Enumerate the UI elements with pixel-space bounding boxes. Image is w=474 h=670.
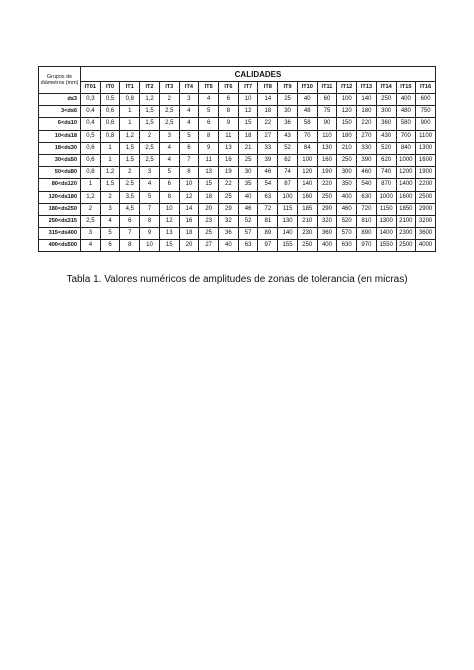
tolerance-value-cell: 360 (317, 228, 337, 240)
tolerance-value-cell: 40 (238, 191, 258, 203)
tolerance-value-cell: 0,5 (81, 130, 101, 142)
diameter-range-cell: 315<d≤400 (39, 228, 81, 240)
tolerance-value-cell: 390 (357, 154, 377, 166)
tolerance-value-cell: 520 (376, 142, 396, 154)
tolerance-value-cell: 1,5 (140, 118, 160, 130)
tolerance-value-cell: 1,5 (140, 106, 160, 118)
tolerance-value-cell: 210 (337, 142, 357, 154)
tolerance-value-cell: 540 (357, 179, 377, 191)
tolerance-value-cell: 2,5 (81, 215, 101, 227)
tolerance-value-cell: 600 (416, 94, 436, 106)
tolerance-value-cell: 4 (199, 94, 219, 106)
it-grade-header: IT0 (100, 82, 120, 94)
table-row (39, 167, 436, 179)
tolerance-value-cell: 30 (238, 167, 258, 179)
table-row (39, 191, 436, 203)
tolerance-value-cell: 120 (337, 106, 357, 118)
tolerance-value-cell: 35 (238, 179, 258, 191)
tolerance-value-cell: 2,5 (120, 179, 140, 191)
tolerance-value-cell: 12 (238, 106, 258, 118)
tolerance-value-cell: 4 (179, 106, 199, 118)
tolerance-value-cell: 140 (278, 228, 298, 240)
tolerance-value-cell: 180 (357, 106, 377, 118)
it-grade-header: IT9 (278, 82, 298, 94)
tolerance-value-cell: 230 (297, 228, 317, 240)
tolerance-value-cell: 1600 (396, 191, 416, 203)
tolerance-value-cell: 4,5 (120, 203, 140, 215)
tolerance-value-cell: 140 (357, 94, 377, 106)
tolerance-value-cell: 33 (258, 142, 278, 154)
tolerance-value-cell: 480 (396, 106, 416, 118)
tolerance-value-cell: 1600 (416, 154, 436, 166)
tolerance-value-cell: 75 (317, 106, 337, 118)
tolerance-value-cell: 620 (376, 154, 396, 166)
tolerance-value-cell: 72 (258, 203, 278, 215)
tolerance-value-cell: 25 (199, 228, 219, 240)
it-grade-header: IT2 (140, 82, 160, 94)
table-row (39, 118, 436, 130)
tolerance-value-cell: 2,5 (159, 106, 179, 118)
tolerance-value-cell: 63 (238, 240, 258, 252)
tolerance-value-cell: 2 (159, 94, 179, 106)
tolerance-value-cell: 270 (357, 130, 377, 142)
tolerance-value-cell: 40 (219, 240, 239, 252)
tolerance-value-cell: 970 (357, 240, 377, 252)
tolerance-value-cell: 115 (278, 203, 298, 215)
tolerance-value-cell: 1 (120, 118, 140, 130)
table-row (39, 94, 436, 106)
tolerance-value-cell: 0,4 (81, 118, 101, 130)
table-row (39, 228, 436, 240)
table-caption: Tabla 1. Valores numéricos de amplitudes de zonas de tolerancia (en micras) (66, 274, 408, 285)
tolerance-value-cell: 32 (219, 215, 239, 227)
table-header-row (39, 67, 436, 82)
tolerance-value-cell: 1,2 (140, 94, 160, 106)
tolerance-value-cell: 185 (297, 203, 317, 215)
tolerance-value-cell: 630 (337, 240, 357, 252)
diameter-range-cell: 6<d≤10 (39, 118, 81, 130)
table-row (39, 240, 436, 252)
tolerance-value-cell: 58 (297, 118, 317, 130)
table-row (39, 142, 436, 154)
tolerance-value-cell: 9 (219, 118, 239, 130)
tolerance-value-cell: 400 (396, 94, 416, 106)
it-grade-header: IT14 (376, 82, 396, 94)
tolerance-value-cell: 14 (179, 203, 199, 215)
tolerance-value-cell: 2 (81, 203, 101, 215)
it-grade-header: IT8 (258, 82, 278, 94)
diameter-range-cell: 3<d≤6 (39, 106, 81, 118)
tolerance-value-cell: 2500 (416, 191, 436, 203)
tolerance-value-cell: 900 (416, 118, 436, 130)
tolerance-value-cell: 10 (238, 94, 258, 106)
diameter-range-cell: 18<d≤30 (39, 142, 81, 154)
tolerance-value-cell: 15 (238, 118, 258, 130)
tolerance-value-cell: 8 (179, 167, 199, 179)
tolerance-value-cell: 1850 (396, 203, 416, 215)
tolerance-value-cell: 220 (317, 179, 337, 191)
tolerance-value-cell: 18 (238, 130, 258, 142)
tolerance-value-cell: 12 (179, 191, 199, 203)
tolerance-value-cell: 3200 (416, 215, 436, 227)
tolerance-value-cell: 320 (317, 215, 337, 227)
diameter-range-cell: 250<d≤315 (39, 215, 81, 227)
tolerance-value-cell: 300 (376, 106, 396, 118)
tolerance-value-cell: 62 (278, 154, 298, 166)
tolerance-value-cell: 0,5 (100, 94, 120, 106)
tolerance-value-cell: 1400 (396, 179, 416, 191)
table-row (39, 203, 436, 215)
tolerance-value-cell: 430 (376, 130, 396, 142)
tolerance-value-cell: 580 (396, 118, 416, 130)
tolerance-value-cell: 25 (278, 94, 298, 106)
tolerance-value-cell: 0,8 (120, 94, 140, 106)
tolerance-value-cell: 2 (140, 130, 160, 142)
tolerance-value-cell: 63 (258, 191, 278, 203)
tolerance-value-cell: 27 (258, 130, 278, 142)
tolerance-value-cell: 0,8 (81, 167, 101, 179)
tolerance-value-cell: 250 (376, 94, 396, 106)
tolerance-value-cell: 21 (238, 142, 258, 154)
diameter-group-header: Grupos de diámetros (mm) (39, 67, 81, 94)
tolerance-value-cell: 81 (258, 215, 278, 227)
tolerance-value-cell: 100 (337, 94, 357, 106)
tolerance-value-cell: 2900 (416, 203, 436, 215)
tolerance-value-cell: 180 (337, 130, 357, 142)
tolerance-value-cell: 210 (297, 215, 317, 227)
tolerance-value-cell: 160 (317, 154, 337, 166)
tolerance-value-cell: 1,2 (100, 167, 120, 179)
table-row (39, 106, 436, 118)
tolerance-value-cell: 740 (376, 167, 396, 179)
it-grade-header: IT16 (416, 82, 436, 94)
tolerance-value-cell: 1000 (376, 191, 396, 203)
table-row (39, 130, 436, 142)
tolerance-value-cell: 1 (120, 106, 140, 118)
tolerance-value-cell: 190 (317, 167, 337, 179)
tolerance-value-cell: 52 (278, 142, 298, 154)
diameter-range-cell: 50<d≤80 (39, 167, 81, 179)
tolerance-value-cell: 160 (297, 191, 317, 203)
tolerance-value-cell: 0,6 (100, 106, 120, 118)
it-grade-header: IT1 (120, 82, 140, 94)
tolerance-value-cell: 290 (317, 203, 337, 215)
tolerance-value-cell: 3,5 (120, 191, 140, 203)
it-grade-header: IT13 (357, 82, 377, 94)
tolerance-value-cell: 120 (297, 167, 317, 179)
tolerance-value-cell: 1 (100, 154, 120, 166)
tolerance-value-cell: 20 (199, 203, 219, 215)
tolerance-value-cell: 12 (159, 215, 179, 227)
tolerance-value-cell: 36 (278, 118, 298, 130)
tolerance-value-cell: 4 (81, 240, 101, 252)
tolerance-value-cell: 5 (179, 130, 199, 142)
tolerance-value-cell: 330 (357, 142, 377, 154)
tolerance-value-cell: 250 (297, 240, 317, 252)
tolerance-value-cell: 15 (159, 240, 179, 252)
tolerance-value-cell: 150 (337, 118, 357, 130)
tolerance-value-cell: 16 (219, 154, 239, 166)
tolerance-value-cell: 18 (258, 106, 278, 118)
tolerance-value-cell: 1,5 (120, 154, 140, 166)
tolerance-value-cell: 1 (81, 179, 101, 191)
tolerance-value-cell: 4 (100, 215, 120, 227)
tolerance-value-cell: 6 (159, 179, 179, 191)
tolerance-value-cell: 4000 (416, 240, 436, 252)
tolerance-value-cell: 13 (199, 167, 219, 179)
tolerance-value-cell: 22 (258, 118, 278, 130)
tolerance-value-cell: 2,5 (140, 142, 160, 154)
tolerance-value-cell: 19 (219, 167, 239, 179)
tolerance-value-cell: 40 (297, 94, 317, 106)
tolerance-value-cell: 460 (357, 167, 377, 179)
tolerance-value-cell: 1000 (396, 154, 416, 166)
tolerance-value-cell: 10 (159, 203, 179, 215)
it-grade-header: IT4 (179, 82, 199, 94)
tolerance-value-cell: 3 (140, 167, 160, 179)
tolerance-value-cell: 2100 (396, 215, 416, 227)
tolerance-value-cell: 1550 (376, 240, 396, 252)
tolerance-value-cell: 52 (238, 215, 258, 227)
tolerance-value-cell: 43 (278, 130, 298, 142)
tolerance-value-cell: 6 (120, 215, 140, 227)
tolerance-value-cell: 1900 (416, 167, 436, 179)
tolerance-value-cell: 130 (278, 215, 298, 227)
tolerance-value-cell: 2 (120, 167, 140, 179)
tolerance-value-cell: 1150 (376, 203, 396, 215)
tolerance-value-cell: 10 (140, 240, 160, 252)
tolerance-value-cell: 9 (199, 142, 219, 154)
tolerance-value-cell: 20 (179, 240, 199, 252)
tolerance-value-cell: 4 (179, 118, 199, 130)
tolerance-value-cell: 0,6 (81, 154, 101, 166)
tolerance-value-cell: 0,4 (81, 106, 101, 118)
tolerance-value-cell: 1100 (416, 130, 436, 142)
tolerance-value-cell: 54 (258, 179, 278, 191)
tolerance-value-cell: 0,6 (81, 142, 101, 154)
tolerance-value-cell: 36 (219, 228, 239, 240)
diameter-range-cell: 400<d≤500 (39, 240, 81, 252)
tolerance-value-cell: 840 (396, 142, 416, 154)
tolerance-value-cell: 3600 (416, 228, 436, 240)
diameter-range-cell: 10<d≤18 (39, 130, 81, 142)
tolerance-value-cell: 87 (278, 179, 298, 191)
tolerance-value-cell: 1,2 (81, 191, 101, 203)
tolerance-value-cell: 250 (317, 191, 337, 203)
tolerance-value-cell: 7 (140, 203, 160, 215)
tolerance-value-cell: 810 (357, 215, 377, 227)
it-grade-header: IT3 (159, 82, 179, 94)
tolerance-value-cell: 39 (258, 154, 278, 166)
tolerance-value-cell: 100 (278, 191, 298, 203)
tolerance-value-cell: 22 (219, 179, 239, 191)
tolerance-value-cell: 0,6 (100, 118, 120, 130)
tolerance-value-cell: 3 (81, 228, 101, 240)
tolerance-value-cell: 57 (238, 228, 258, 240)
tolerance-value-cell: 7 (179, 154, 199, 166)
diameter-range-cell: d≤3 (39, 94, 81, 106)
tolerance-value-cell: 750 (416, 106, 436, 118)
quality-header: CALIDADES (81, 67, 436, 82)
tolerance-value-cell: 520 (337, 215, 357, 227)
tolerance-value-cell: 1,2 (120, 130, 140, 142)
it-grade-header: IT10 (297, 82, 317, 94)
tolerance-value-cell: 90 (317, 118, 337, 130)
tolerance-value-cell: 1400 (376, 228, 396, 240)
tolerance-value-cell: 2200 (416, 179, 436, 191)
it-grade-header: IT01 (81, 82, 101, 94)
tolerance-value-cell: 2 (100, 191, 120, 203)
tolerance-value-cell: 13 (159, 228, 179, 240)
tolerance-value-cell: 18 (199, 191, 219, 203)
tolerance-value-cell: 46 (258, 167, 278, 179)
tolerance-value-cell: 15 (199, 179, 219, 191)
tolerance-value-cell: 46 (238, 203, 258, 215)
tolerance-value-cell: 100 (297, 154, 317, 166)
tolerance-value-cell: 23 (199, 215, 219, 227)
tolerance-value-cell: 110 (317, 130, 337, 142)
tolerance-value-cell: 570 (337, 228, 357, 240)
tolerance-value-cell: 8 (219, 106, 239, 118)
tolerance-value-cell: 1,5 (100, 179, 120, 191)
diameter-range-cell: 120<d≤180 (39, 191, 81, 203)
tolerance-value-cell: 6 (219, 94, 239, 106)
tolerance-value-cell: 4 (159, 154, 179, 166)
tolerance-value-cell: 6 (100, 240, 120, 252)
tolerance-value-cell: 400 (317, 240, 337, 252)
tolerance-value-cell: 18 (179, 228, 199, 240)
tolerance-value-cell: 13 (219, 142, 239, 154)
tolerance-value-cell: 870 (376, 179, 396, 191)
diameter-range-cell: 30<d≤50 (39, 154, 81, 166)
tolerance-value-cell: 10 (179, 179, 199, 191)
tolerance-value-cell: 1300 (416, 142, 436, 154)
tolerance-value-cell: 16 (179, 215, 199, 227)
tolerance-value-cell: 8 (140, 215, 160, 227)
tolerance-value-cell: 8 (120, 240, 140, 252)
tolerance-value-cell: 5 (159, 167, 179, 179)
it-grade-header: IT5 (199, 82, 219, 94)
tolerance-value-cell: 360 (376, 118, 396, 130)
tolerance-value-cell: 5 (100, 228, 120, 240)
it-grade-header: IT7 (238, 82, 258, 94)
tolerance-value-cell: 1 (100, 142, 120, 154)
tolerance-value-cell: 74 (278, 167, 298, 179)
tolerance-value-cell: 3 (179, 94, 199, 106)
tolerance-value-cell: 30 (278, 106, 298, 118)
tolerance-value-cell: 4 (140, 179, 160, 191)
tolerance-value-cell: 220 (357, 118, 377, 130)
tolerance-value-cell: 25 (219, 191, 239, 203)
tolerance-value-cell: 300 (337, 167, 357, 179)
tolerance-value-cell: 5 (140, 191, 160, 203)
tolerance-value-cell: 25 (238, 154, 258, 166)
tolerance-value-cell: 630 (357, 191, 377, 203)
tolerance-value-cell: 60 (317, 94, 337, 106)
diameter-range-cell: 180<d≤250 (39, 203, 81, 215)
tolerance-value-cell: 720 (357, 203, 377, 215)
tolerance-value-cell: 27 (199, 240, 219, 252)
tolerance-value-cell: 8 (199, 130, 219, 142)
diameter-range-cell: 80<d≤120 (39, 179, 81, 191)
table-row (39, 179, 436, 191)
tolerance-value-cell: 890 (357, 228, 377, 240)
it-grade-header: IT15 (396, 82, 416, 94)
tolerance-value-cell: 0,8 (100, 130, 120, 142)
tolerance-value-cell: 48 (297, 106, 317, 118)
tolerance-value-cell: 11 (219, 130, 239, 142)
tolerance-value-cell: 6 (199, 118, 219, 130)
tolerance-value-cell: 4 (159, 142, 179, 154)
tolerance-value-cell: 155 (278, 240, 298, 252)
it-grade-row (39, 82, 436, 94)
tolerance-value-cell: 89 (258, 228, 278, 240)
tolerance-value-cell: 5 (199, 106, 219, 118)
tolerance-value-cell: 350 (337, 179, 357, 191)
tolerance-value-cell: 250 (337, 154, 357, 166)
tolerance-value-cell: 700 (396, 130, 416, 142)
tolerance-value-cell: 140 (297, 179, 317, 191)
it-grade-header: IT11 (317, 82, 337, 94)
tolerance-value-cell: 1300 (376, 215, 396, 227)
tolerance-value-cell: 11 (199, 154, 219, 166)
tolerance-value-cell: 1,5 (120, 142, 140, 154)
it-grade-header: IT12 (337, 82, 357, 94)
it-grade-header: IT6 (219, 82, 239, 94)
tolerance-table (38, 66, 436, 252)
tolerance-value-cell: 29 (219, 203, 239, 215)
tolerance-value-cell: 14 (258, 94, 278, 106)
tolerance-value-cell: 7 (120, 228, 140, 240)
tolerance-value-cell: 2,5 (159, 118, 179, 130)
tolerance-value-cell: 9 (140, 228, 160, 240)
tolerance-value-cell: 6 (179, 142, 199, 154)
tolerance-value-cell: 70 (297, 130, 317, 142)
tolerance-value-cell: 2,5 (140, 154, 160, 166)
table-body (39, 94, 436, 252)
tolerance-value-cell: 1200 (396, 167, 416, 179)
table-row (39, 154, 436, 166)
tolerance-value-cell: 0,3 (81, 94, 101, 106)
tolerance-value-cell: 2500 (396, 240, 416, 252)
tolerance-value-cell: 2300 (396, 228, 416, 240)
tolerance-value-cell: 130 (317, 142, 337, 154)
tolerance-value-cell: 400 (337, 191, 357, 203)
table-row (39, 215, 436, 227)
tolerance-value-cell: 8 (159, 191, 179, 203)
tolerance-value-cell: 460 (337, 203, 357, 215)
tolerance-value-cell: 84 (297, 142, 317, 154)
tolerance-value-cell: 3 (100, 203, 120, 215)
tolerance-value-cell: 3 (159, 130, 179, 142)
tolerance-value-cell: 97 (258, 240, 278, 252)
